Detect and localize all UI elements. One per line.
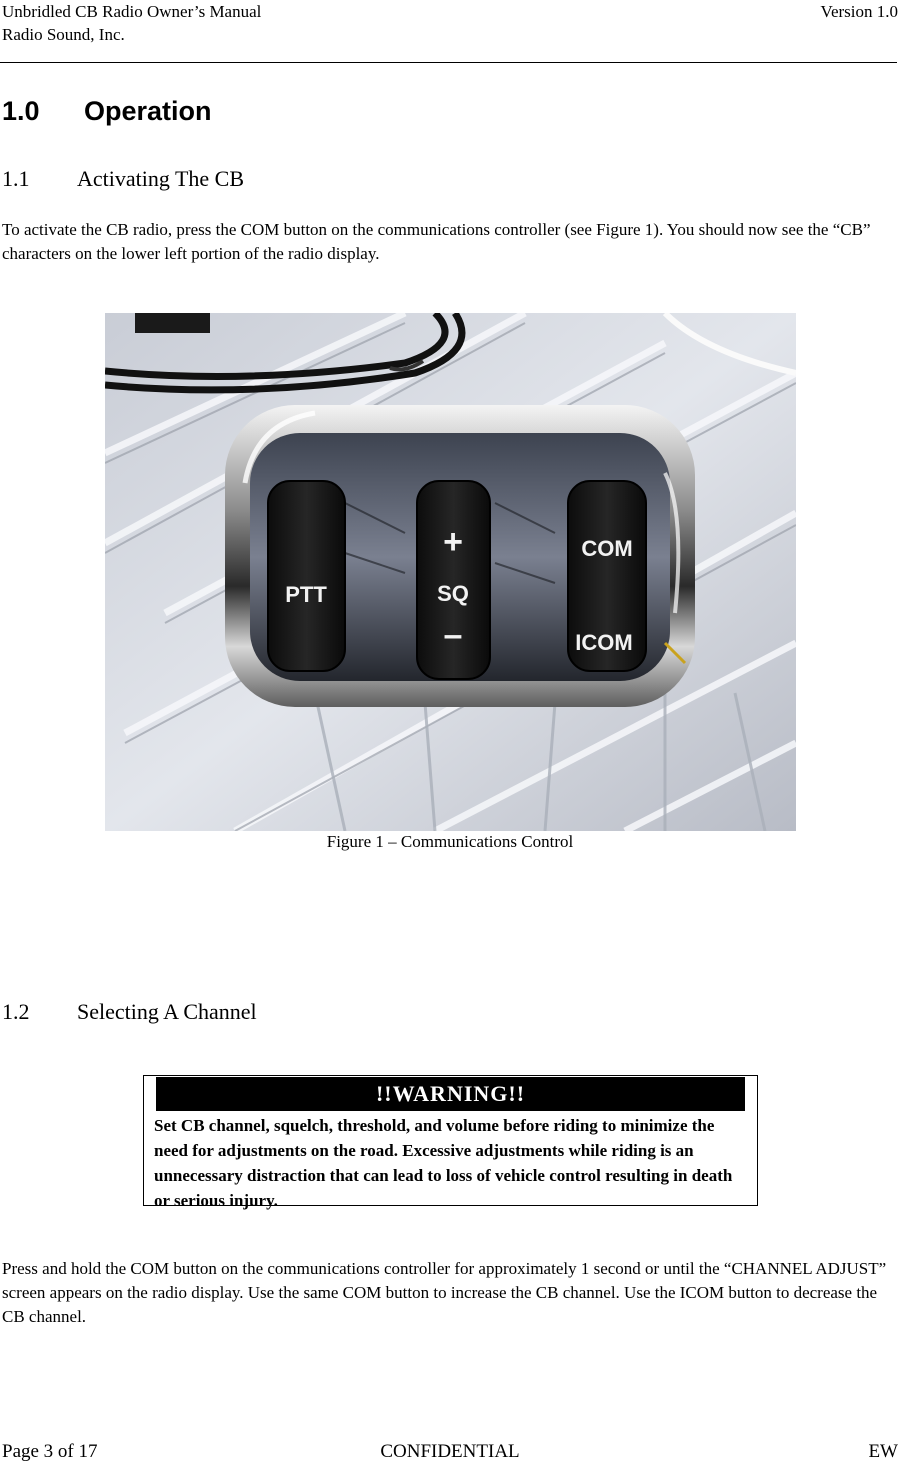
page-number: Page 3 of 17 bbox=[2, 1441, 98, 1462]
section-heading bbox=[2, 96, 212, 127]
subsection-heading-selecting bbox=[2, 999, 257, 1025]
warning-box bbox=[143, 1075, 758, 1210]
author-initials: EW bbox=[868, 1441, 898, 1462]
activate-paragraph: To activate the CB radio, press the COM button on the communications controller (see Figure 1). You should now see the “CB” characters on the lower left portion of the radio display. bbox=[2, 220, 871, 263]
icom-label: ICOM bbox=[575, 630, 633, 655]
channel-paragraph: Press and hold the COM button on the communications controller for approximately 1 second or until the “CHANNEL ADJUST” screen appears on the radio display. Use the same COM button to increase the CB channel. Use the ICOM button to decrease the CB channel. bbox=[2, 1259, 887, 1326]
com-label: COM bbox=[581, 536, 633, 561]
confidential-label: CONFIDENTIAL bbox=[380, 1441, 520, 1462]
version-label: Version 1.0 bbox=[820, 2, 898, 21]
manual-title: Unbridled CB Radio Owner’s Manual bbox=[2, 2, 262, 21]
subsection-title: Selecting A Channel bbox=[77, 999, 257, 1024]
header-divider bbox=[0, 62, 897, 63]
minus-label: – bbox=[443, 616, 463, 654]
warning-text: Set CB channel, squelch, threshold, and volume before riding to minimize the need for adjustments on the road. Excessive adjustments while riding is an unnecessary distraction that can lead to loss of vehicle control resulting in death or serious injury. bbox=[154, 1116, 733, 1210]
subsection-number: 1.1 bbox=[2, 166, 30, 191]
section-number: 1.0 bbox=[2, 96, 40, 126]
subsection-number: 1.2 bbox=[2, 999, 30, 1024]
communications-control-photo bbox=[105, 313, 796, 831]
plus-label: + bbox=[443, 523, 463, 561]
subsection-heading-activating bbox=[2, 166, 244, 192]
company-name: Radio Sound, Inc. bbox=[2, 25, 125, 44]
document-header bbox=[2, 0, 261, 46]
sq-label: SQ bbox=[437, 581, 469, 606]
ptt-label: PTT bbox=[285, 582, 327, 607]
warning-title: !!WARNING!! bbox=[156, 1077, 745, 1111]
figure-caption: Figure 1 – Communications Control bbox=[326, 832, 574, 851]
section-title: Operation bbox=[84, 96, 212, 126]
subsection-title: Activating The CB bbox=[77, 166, 245, 191]
